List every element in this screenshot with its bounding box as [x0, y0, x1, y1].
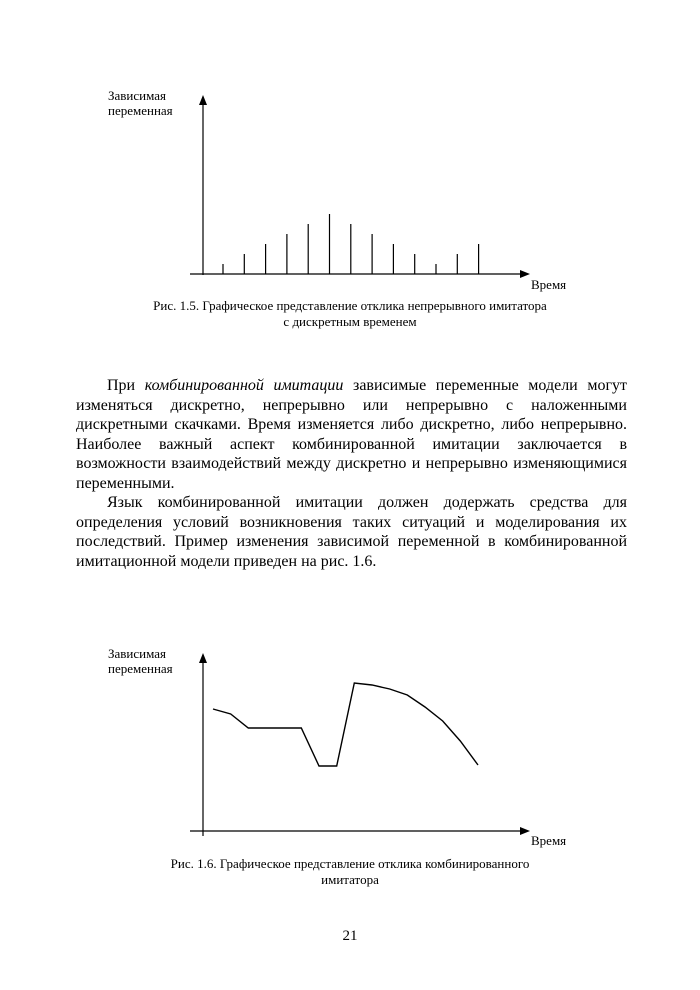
figure-1-6-series-line [213, 683, 478, 766]
figure-1-5-caption-line2: с дискретным временем [283, 314, 417, 329]
figure-1-6-y-arrow [199, 653, 207, 663]
figure-1-6-ylabel: Зависимая переменная [108, 646, 173, 676]
figure-1-6-caption-line2: имитатора [321, 872, 379, 887]
figure-1-6-caption-line1: Рис. 1.6. Графическое представление отклика комбинированного [170, 856, 530, 871]
paragraph-1-emphasis: комбинированной имитации [144, 377, 344, 394]
figure-1-6-xlabel: Время [531, 833, 567, 848]
paragraph-1-rest: зависимые переменные модели могут изменяться дискретно, непрерывно или непрерывно с наложенными дискретными скачками. Время изменяется либо дискретно, либо непрерывно. Наиболее важный аспект комбинированной имитации заключается в возможности взаимодействий между дискретно и непрерывно изменяющимися переменными. [76, 377, 628, 492]
page-number: 21 [342, 928, 358, 944]
figure-1-5-caption-line1: Рис. 1.5. Графическое представление отклика непрерывного имитатора [153, 298, 547, 313]
figure-1-5-xlabel: Время [531, 277, 567, 292]
figure-1-5-ylabel: Зависимая переменная [108, 88, 173, 118]
paragraph-1-start: При [107, 377, 145, 394]
figure-1-6-x-arrow [520, 827, 530, 835]
paragraph-2: Язык комбинированной имитации должен додержать средства для определения условий возникновения таких ситуаций и моделирования их последствий. Пример изменения зависимой переменной в комбинированной имитационной модели приведен на рис. 1.6. [76, 494, 627, 570]
